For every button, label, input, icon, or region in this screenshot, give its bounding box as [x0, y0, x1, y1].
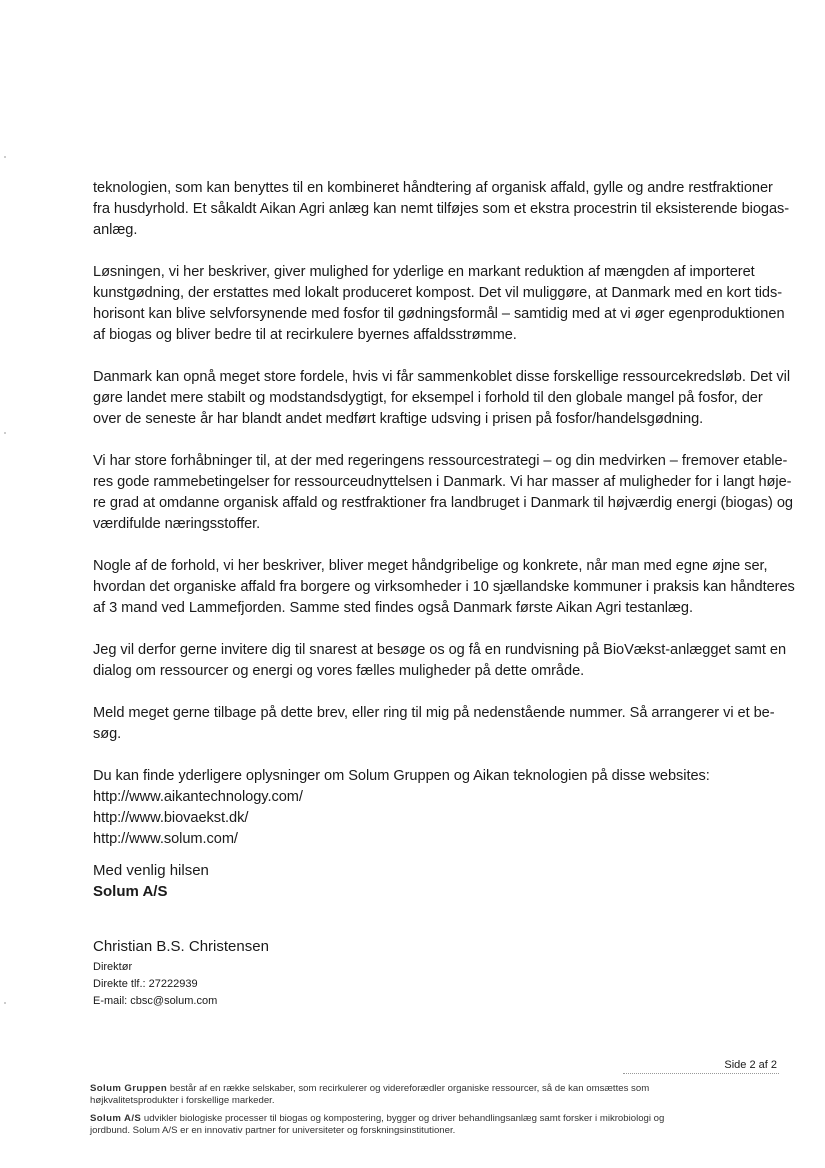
footer-text: består af en række selskaber, som recirkulerer og videreforædler organiske ressourcer, så de kan omsættes som — [167, 1083, 650, 1094]
scan-speck — [4, 1002, 6, 1004]
letter-body — [93, 178, 795, 850]
paragraph — [93, 367, 791, 430]
scan-speck — [4, 156, 6, 158]
text-line: res gode rammebetingelser for ressourceudnyttelsen i Danmark. Vi har masser af muligheder for i langt høje- — [93, 474, 792, 490]
text-line: fra husdyrhold. Et såkaldt Aikan Agri anlæg kan nemt tilføjes som et ekstra procestrin til eksisterende biogas- — [93, 201, 790, 217]
footer — [90, 1083, 790, 1143]
paragraph — [93, 703, 783, 745]
footer-line: højkvalitetsprodukter i forskellige markeder. — [90, 1094, 275, 1106]
text-line: søg. — [93, 726, 122, 742]
website-link-biovaekst[interactable]: http://www.biovaekst.dk/ — [93, 810, 249, 826]
footer-divider — [623, 1073, 779, 1074]
signer-phone: Direkte tlf.: 27222939 — [93, 978, 198, 990]
footer-paragraph-company — [90, 1113, 790, 1136]
paragraph — [93, 556, 795, 619]
footer-text: udvikler biologiske processer til biogas og kompostering, bygger og driver behandlingsanlæg samt forsker i mikrobiologi og — [141, 1113, 665, 1124]
text-line: Vi har store forhåbninger til, at der med regeringens ressourcestrategi – og din medvirken – fremover etable- — [93, 453, 788, 469]
text-line: re grad at omdanne organisk affald og restfraktioner fra landbruget i Danmark til højværdig energi (biogas) og — [93, 495, 793, 511]
signer-title: Direktør — [93, 961, 133, 973]
signer-name: Christian B.S. Christensen — [93, 938, 269, 955]
paragraph — [93, 451, 793, 535]
text-line: gøre landet mere stabilt og modstandsdygtigt, for eksempel i forhold til den globale mangel på fosfor, der — [93, 390, 763, 406]
text-line: dialog om ressourcer og energi og vores fælles muligheder på dette område. — [93, 663, 585, 679]
text-line: Danmark kan opnå meget store fordele, hvis vi får sammenkoblet disse forskellige ressourcekredsløb. Det vil — [93, 369, 791, 385]
footer-line — [90, 1083, 790, 1095]
footer-line — [90, 1113, 790, 1125]
closing-block — [93, 860, 209, 902]
footer-line: jordbund. Solum A/S er en innovativ partner for universiteter og forskningsinstitutioner. — [90, 1124, 456, 1136]
footer-brand-name: Solum A/S — [90, 1113, 142, 1124]
text-line: af biogas og bliver bedre til at recirkulere byernes affaldsstrømme. — [93, 327, 517, 343]
greeting: Med venlig hilsen — [93, 862, 209, 879]
footer-brand-name: Solum Gruppen — [90, 1083, 168, 1094]
text-line: over de seneste år har blandt andet medført kraftige udsving i prisen på fosfor/handelsgødning. — [93, 411, 704, 427]
scan-speck — [4, 432, 6, 434]
text-line: af 3 mand ved Lammefjorden. Samme sted findes også Danmark første Aikan Agri testanlæg. — [93, 600, 693, 616]
text-line: Løsningen, vi her beskriver, giver mulighed for yderlige en markant reduktion af mængden af importeret — [93, 264, 755, 280]
text-line: Meld meget gerne tilbage på dette brev, eller ring til mig på nedenstående nummer. Så arrangerer vi et be- — [93, 705, 775, 721]
company-name: Solum A/S — [93, 883, 168, 900]
text-line: kunstgødning, der erstattes med lokalt produceret kompost. Det vil muliggøre, at Danmark med en kort tids- — [93, 285, 783, 301]
text-line: Jeg vil derfor gerne invitere dig til snarest at besøge os og få en rundvisning på BioVækst-anlægget samt en — [93, 642, 787, 658]
paragraph — [93, 262, 783, 346]
paragraph — [93, 178, 790, 241]
website-link-aikantechnology[interactable]: http://www.aikantechnology.com/ — [93, 789, 303, 805]
websites-block — [93, 766, 783, 850]
text-line: horisont kan blive selvforsynende med fosfor til gødningsformål – samtidig med at vi øger egenproduktionen — [93, 306, 785, 322]
website-link-solum[interactable]: http://www.solum.com/ — [93, 831, 238, 847]
text-line: anlæg. — [93, 222, 138, 238]
text-line: værdifulde næringsstoffer. — [93, 516, 261, 532]
signer-email: E-mail: cbsc@solum.com — [93, 995, 218, 1007]
text-line: Nogle af de forhold, vi her beskriver, bliver meget håndgribelige og konkrete, når man med egne øjne ser, — [93, 558, 768, 574]
text-line: teknologien, som kan benyttes til en kombineret håndtering af organisk affald, gylle og andre restfraktioner — [93, 180, 773, 196]
text-line: hvordan det organiske affald fra borgere og virksomheder i 10 sjællandske kommuner i praksis kan håndteres — [93, 579, 795, 595]
websites-intro: Du kan finde yderligere oplysninger om Solum Gruppen og Aikan teknologien på disse websites: — [93, 768, 710, 784]
page-number: Side 2 af 2 — [724, 1059, 777, 1071]
signature-block — [93, 936, 269, 1010]
paragraph — [93, 640, 787, 682]
footer-paragraph-group — [90, 1083, 790, 1106]
